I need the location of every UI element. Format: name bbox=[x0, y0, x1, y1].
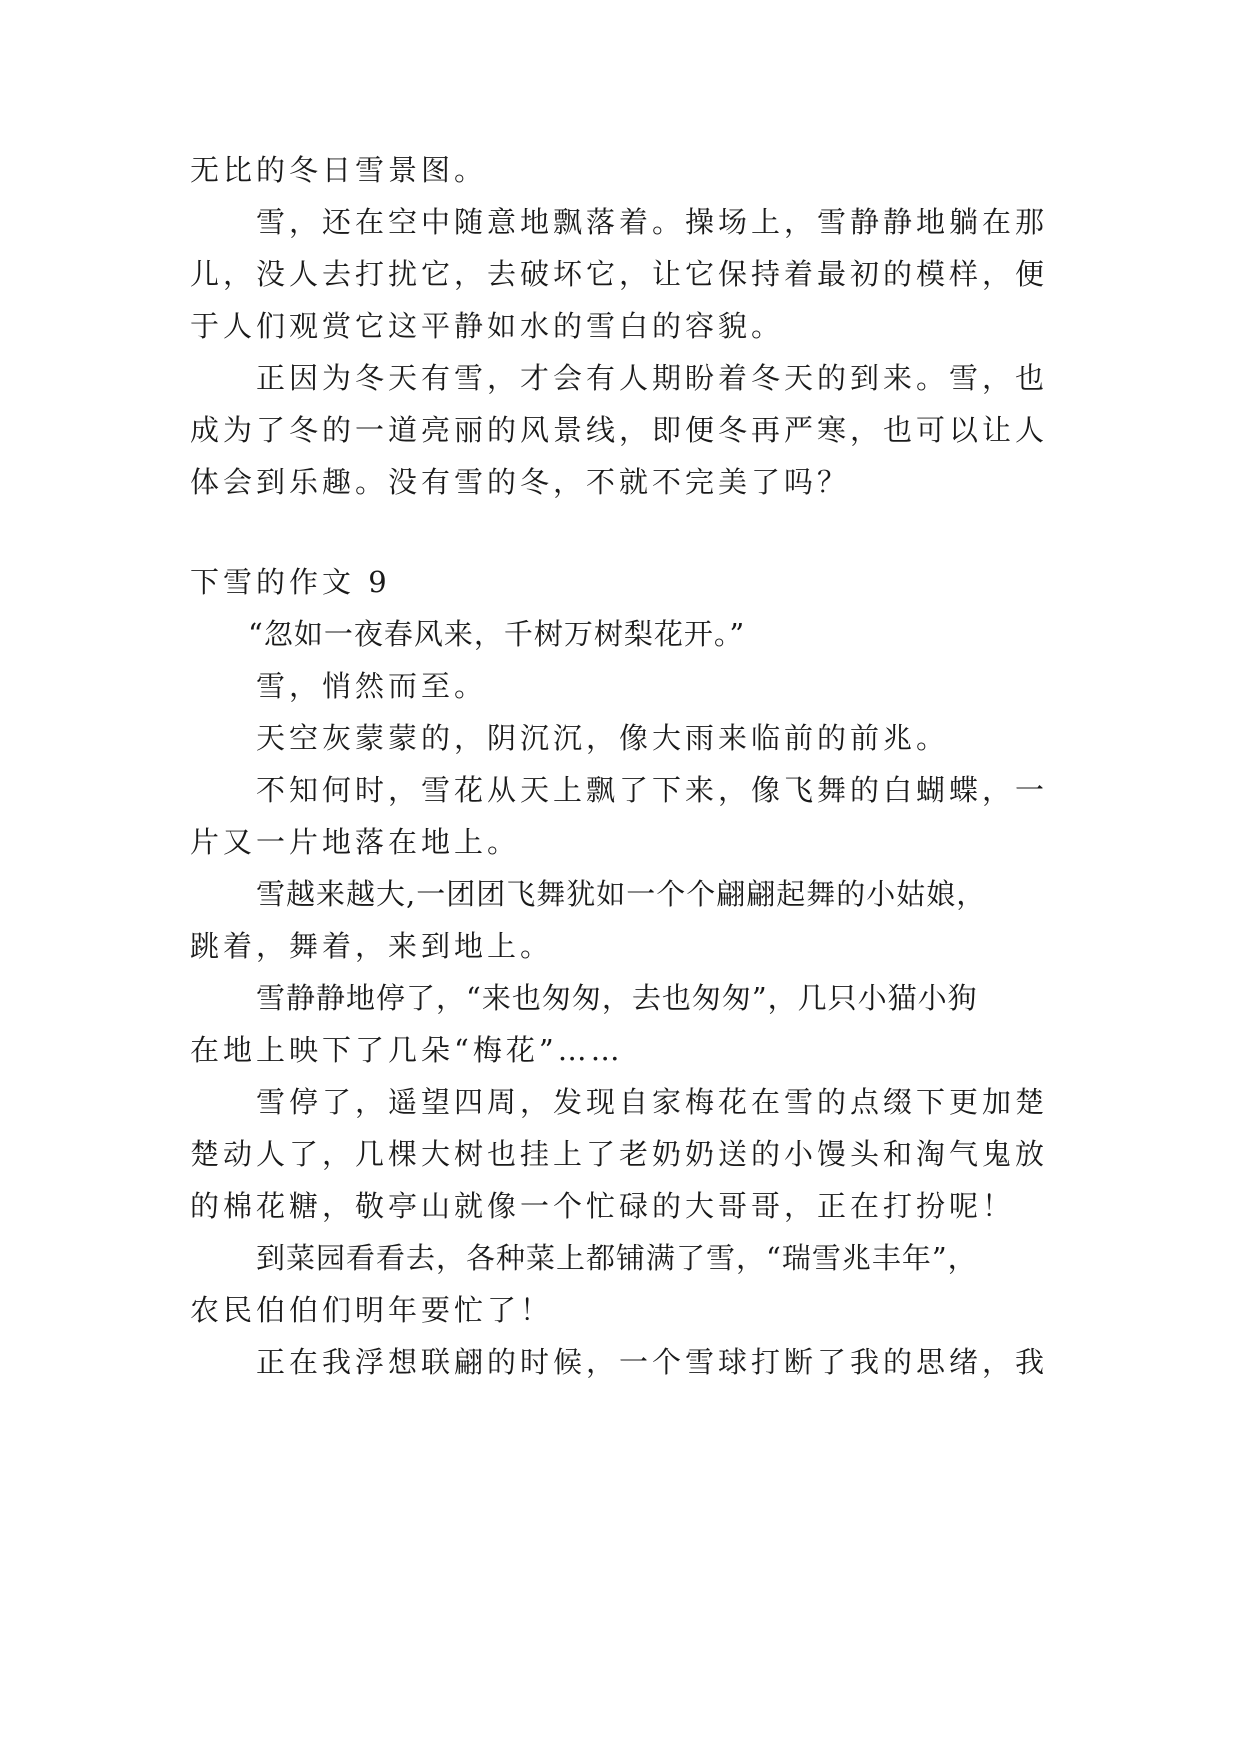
paragraph-line: 正因为冬天有雪，才会有人期盼着冬天的到来。雪，也 bbox=[256, 361, 1049, 395]
paragraph-line: 不知何时，雪花从天上飘了下来，像飞舞的白蝴蝶，一 bbox=[256, 773, 1049, 807]
paragraph-line: 跳着，舞着，来到地上。 bbox=[190, 929, 554, 963]
paragraph-line: 雪停了，遥望四周，发现自家梅花在雪的点缀下更加楚 bbox=[256, 1085, 1049, 1119]
paragraph-line: 雪静静地停了，“来也匆匆，去也匆匆”，几只小猫小狗 bbox=[256, 981, 978, 1015]
paragraph-line: 成为了冬的一道亮丽的风景线，即便冬再严寒，也可以让人 bbox=[190, 413, 1049, 447]
paragraph-line: 在地上映下了几朵“梅花”…… bbox=[190, 1033, 624, 1067]
paragraph-line: 雪，还在空中随意地飘落着。操场上，雪静静地躺在那 bbox=[256, 205, 1049, 239]
section-heading: 下雪的作文 9 bbox=[190, 565, 391, 599]
paragraph-line: 的棉花糖，敬亭山就像一个忙碌的大哥哥，正在打扮呢！ bbox=[190, 1189, 1016, 1223]
paragraph-line: 于人们观赏它这平静如水的雪白的容貌。 bbox=[190, 309, 785, 343]
paragraph-line: 正在我浮想联翩的时候，一个雪球打断了我的思绪，我 bbox=[256, 1345, 1049, 1379]
paragraph-line: 片又一片地落在地上。 bbox=[190, 825, 521, 859]
paragraph-line: 楚动人了，几棵大树也挂上了老奶奶送的小馒头和淘气鬼放 bbox=[190, 1137, 1049, 1171]
paragraph-line: “忽如一夜春风来，千树万树梨花开。” bbox=[248, 617, 746, 651]
paragraph-line: 雪越来越大,一团团飞舞犹如一个个翩翩起舞的小姑娘， bbox=[256, 877, 987, 911]
paragraph-line: 雪，悄然而至。 bbox=[256, 669, 488, 703]
paragraph-line: 儿，没人去打扰它，去破坏它，让它保持着最初的模样，便 bbox=[190, 257, 1049, 291]
paragraph-line: 农民伯伯们明年要忙了！ bbox=[190, 1293, 554, 1327]
paragraph-line: 无比的冬日雪景图。 bbox=[190, 153, 488, 187]
paragraph-line: 到菜园看看去，各种菜上都铺满了雪，“瑞雪兆丰年”， bbox=[256, 1241, 978, 1275]
paragraph-line: 体会到乐趣。没有雪的冬，不就不完美了吗？ bbox=[190, 465, 851, 499]
paragraph-line: 天空灰蒙蒙的，阴沉沉，像大雨来临前的前兆。 bbox=[256, 721, 950, 755]
